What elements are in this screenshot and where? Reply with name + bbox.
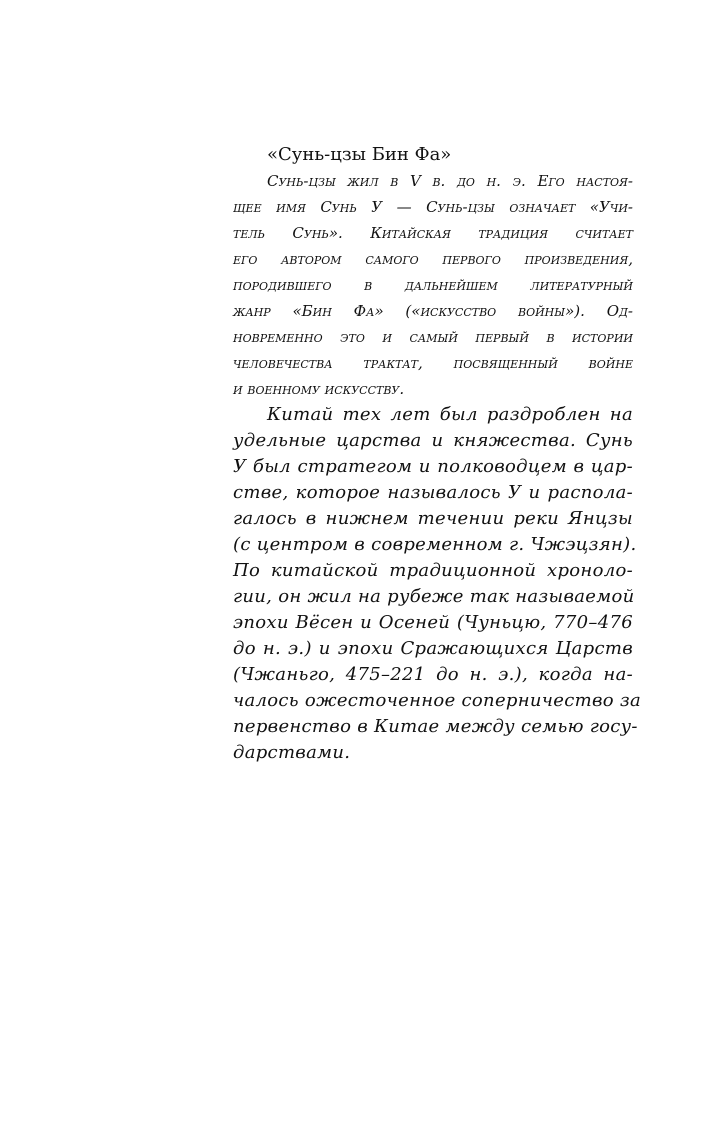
paragraph-line: первенство в Китае между семью госу- bbox=[233, 716, 638, 737]
paragraph-line: У был стратегом и полководцем в цар- bbox=[233, 456, 633, 477]
paragraph-line: (Чжаньго, 475–221 до н. э.), когда на- bbox=[233, 664, 633, 685]
paragraph-line: Китай тех лет был раздроблен на bbox=[267, 404, 633, 425]
paragraph-line: породившего в дальнейшем литературный bbox=[233, 276, 633, 294]
paragraph-line: человечества трактат, посвященный войне bbox=[233, 354, 633, 372]
paragraph-line: По китайской традиционной хроноло- bbox=[233, 560, 633, 581]
paragraph-line: до н. э.) и эпохи Сражающихся Царств bbox=[233, 638, 633, 659]
paragraph-line: гии, он жил на рубеже так называемой bbox=[233, 586, 635, 607]
intro-paragraph bbox=[233, 168, 633, 402]
paragraph-line: (с центром в современном г. Чжэцзян). bbox=[233, 534, 637, 555]
paragraph-line: и военному искусству. bbox=[233, 380, 405, 398]
paragraph-line: дарствами. bbox=[233, 742, 351, 763]
paragraph-line: новременно это и самый первый в истории bbox=[233, 328, 633, 346]
paragraph-line: его автором самого первого произведения, bbox=[233, 250, 633, 268]
paragraph-line: Сунь-цзы жил в V в. до н. э. Его настоя- bbox=[267, 172, 633, 190]
body-paragraph bbox=[233, 402, 642, 766]
paragraph-line: удельные царства и княжества. Сунь bbox=[233, 430, 633, 451]
paragraph-line: галось в нижнем течении реки Янцзы bbox=[233, 508, 633, 529]
paragraph-line: чалось ожесточенное соперничество за bbox=[233, 690, 642, 711]
text-block bbox=[233, 142, 642, 766]
paragraph-line: тель Сунь». Китайская традиция считает bbox=[233, 224, 633, 242]
paragraph-line: эпохи Вёсен и Осеней (Чуньцю, 770–476 bbox=[233, 612, 633, 633]
paragraph-line: жанр «Бин Фа» («искусство войны»). Од- bbox=[233, 302, 633, 320]
section-title: «Сунь-цзы Бин Фа» bbox=[267, 144, 452, 165]
paragraph-line: щее имя Сунь У — Сунь-цзы означает «Учи- bbox=[233, 198, 633, 216]
paragraph-line: стве, которое называлось У и распола- bbox=[233, 482, 633, 503]
